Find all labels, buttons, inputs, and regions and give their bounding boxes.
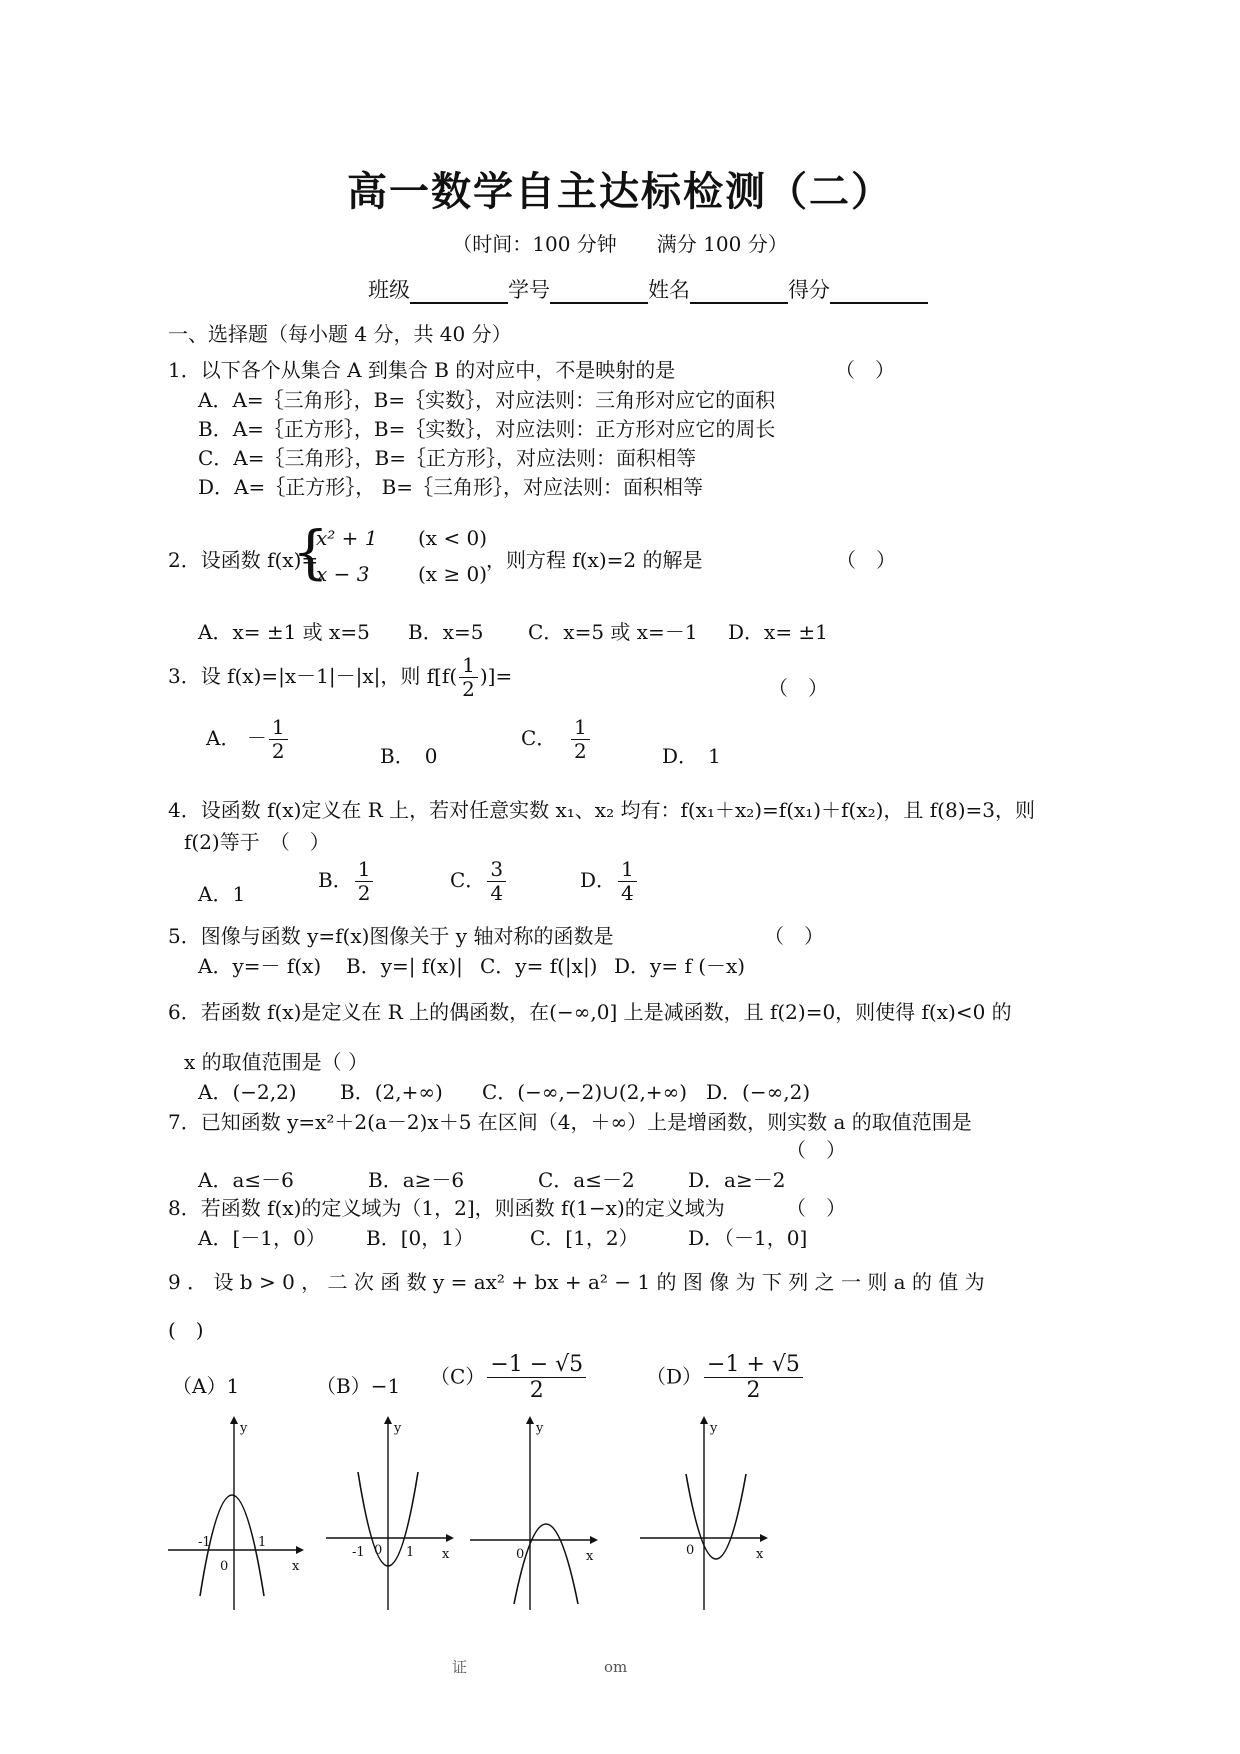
- q5-stem: 5．图像与函数 y=f(x)图像关于 y 轴对称的函数是: [168, 924, 614, 948]
- q2-prefix: 2．设函数 f(x)=: [168, 548, 319, 572]
- q3-a-sign: －: [246, 726, 267, 750]
- footer-fragment-left: 证: [452, 1658, 468, 1676]
- q3-option-c: [521, 716, 592, 763]
- q4-b-num: 1: [355, 858, 374, 882]
- q9-d-den: 2: [746, 1378, 761, 1404]
- q4-d-num: 1: [618, 858, 637, 882]
- q5-option-b: B．y=| f(x)|: [346, 954, 463, 978]
- parabola-curve: [514, 1524, 578, 1604]
- parabola-curve: [686, 1474, 746, 1559]
- q9-line2: ( ): [168, 1318, 204, 1342]
- q2-answer-paren[interactable]: （ ）: [836, 548, 896, 572]
- origin-label: 0: [374, 1543, 383, 1558]
- x-axis-arrow-icon: [296, 1546, 304, 1554]
- q9-c-den: 2: [529, 1378, 544, 1404]
- q1-stem: 1．以下各个从集合 A 到集合 B 的对应中，不是映射的是: [168, 358, 676, 382]
- q4-d-fraction: [618, 858, 637, 905]
- y-label: y: [240, 1421, 248, 1436]
- q2-case1-cond: (x < 0): [418, 526, 488, 550]
- class-blank[interactable]: [410, 280, 508, 304]
- q4-c-fraction: [487, 858, 506, 905]
- origin-label: 0: [516, 1547, 525, 1562]
- root-right-label: 1: [406, 1545, 415, 1560]
- class-label: 班级: [368, 278, 410, 302]
- x-axis-arrow-icon: [590, 1536, 598, 1544]
- y-axis-arrow-icon: [526, 1416, 534, 1424]
- q4-option-b: [318, 858, 375, 905]
- q3-suffix: )]=: [479, 664, 513, 688]
- q3-c-num: 1: [571, 716, 590, 740]
- q4-option-d: [580, 858, 639, 905]
- q3-answer-paren[interactable]: （ ）: [768, 676, 828, 700]
- q8-answer-paren[interactable]: （ ）: [786, 1196, 846, 1220]
- origin-label: 0: [686, 1543, 695, 1558]
- origin-label: 0: [220, 1559, 229, 1574]
- q1-option-b: B．A=｛正方形｝，B=｛实数｝，对应法则：正方形对应它的周长: [198, 417, 776, 441]
- q3-c-label: C．: [521, 726, 557, 750]
- y-label: y: [536, 1421, 544, 1436]
- q3-num: 1: [459, 654, 478, 678]
- q9-line1: 9 ． 设 b > 0 ， 二 次 函 数 y = ax² + bx + a² − 1 的 图 像 为 下 列 之 一 则 a 的 值 为: [168, 1270, 985, 1294]
- q4-option-a: A．1: [198, 882, 246, 906]
- q3-fraction: [459, 654, 478, 701]
- q5-option-c: C．y= f(|x|): [480, 954, 598, 978]
- q6-option-b: B．(2,+∞): [340, 1080, 443, 1104]
- q9-d-fraction: [704, 1352, 803, 1404]
- root-left-label: -1: [352, 1545, 365, 1560]
- q3-option-d: D． 1: [662, 744, 721, 768]
- exam-subtitle: （时间：100 分钟 满分 100 分）: [452, 232, 788, 256]
- info-row: [368, 274, 928, 304]
- q9-d-num: −1 + √5: [704, 1352, 803, 1378]
- q9-graph-3: [466, 1414, 606, 1614]
- q4-c-label: C．: [450, 868, 486, 892]
- y-axis-arrow-icon: [384, 1416, 392, 1424]
- x-axis-arrow-icon: [446, 1534, 454, 1542]
- q6-line1: 6．若函数 f(x)是定义在 R 上的偶函数，在(−∞,0] 上是减函数，且 f(2)=0，则使得 f(x)<0 的: [168, 1000, 1012, 1024]
- q4-b-fraction: [355, 858, 374, 905]
- q9-option-a: （A）1: [172, 1374, 240, 1398]
- q3-a-label: A．: [206, 726, 241, 750]
- q3-den: 2: [462, 677, 475, 701]
- section-heading: 一、选择题（每小题 4 分，共 40 分）: [168, 322, 512, 346]
- q8-stem: 8．若函数 f(x)的定义域为（1，2]，则函数 f(1−x)的定义域为: [168, 1196, 725, 1220]
- q5-option-a: A．y=－ f(x): [198, 954, 322, 978]
- y-axis-arrow-icon: [700, 1416, 708, 1424]
- score-label: 得分: [788, 278, 830, 302]
- q1-option-a: A．A=｛三角形｝，B=｛实数｝，对应法则：三角形对应它的面积: [198, 388, 776, 412]
- root-right-label: 1: [258, 1535, 267, 1550]
- q3-stem: [168, 654, 512, 701]
- q2-option-a: A．x= ±1 或 x=5: [198, 620, 370, 644]
- q8-option-d: D．（－1，0]: [688, 1226, 808, 1250]
- q2-brace: {: [292, 518, 329, 586]
- page-title: 高一数学自主达标检测（二）: [347, 168, 893, 215]
- q7-stem: 7．已知函数 y=x²＋2(a－2)x＋5 在区间（4，＋∞）上是增函数，则实数 a 的取值范围是: [168, 1110, 972, 1134]
- q4-b-label: B．: [318, 868, 353, 892]
- q4-option-c: [450, 858, 508, 905]
- q3-c-den: 2: [574, 739, 587, 763]
- q7-option-d: D．a≥－2: [688, 1168, 786, 1192]
- q7-answer-paren[interactable]: （ ）: [786, 1138, 846, 1162]
- footer-fragment-right: om: [604, 1658, 628, 1676]
- q2-option-c: C．x=5 或 x=－1: [528, 620, 698, 644]
- y-label: y: [710, 1421, 718, 1436]
- q4-d-label: D．: [580, 868, 617, 892]
- score-blank[interactable]: [830, 280, 928, 304]
- q7-option-b: B．a≥－6: [368, 1168, 465, 1192]
- q9-c-fraction: [487, 1352, 586, 1404]
- q1-option-c: C．A=｛三角形｝，B=｛正方形｝，对应法则：面积相等: [198, 446, 696, 470]
- q5-option-d: D．y= f (－x): [614, 954, 746, 978]
- q6-option-d: D．(−∞,2): [706, 1080, 811, 1104]
- q9-graph-2: [322, 1414, 462, 1614]
- name-blank[interactable]: [690, 280, 788, 304]
- y-label: y: [394, 1421, 402, 1436]
- q9-c-num: −1 − √5: [487, 1352, 586, 1378]
- q8-option-c: C．[1，2）: [530, 1226, 639, 1250]
- q2-option-b: B．x=5: [408, 620, 484, 644]
- q4-line2: f(2)等于 （ ）: [184, 830, 330, 854]
- q8-option-b: B．[0，1）: [366, 1226, 474, 1250]
- q2-suffix: ，则方程 f(x)=2 的解是: [486, 548, 703, 572]
- q9-graph-1: [168, 1414, 308, 1614]
- name-label: 姓名: [648, 278, 690, 302]
- q4-line1: 4．设函数 f(x)定义在 R 上，若对任意实数 x₁、x₂ 均有：f(x₁＋x₂)=f(x₁)＋f(x₂)，且 f(8)=3，则: [168, 798, 1035, 822]
- q3-a-fraction: [269, 716, 288, 763]
- q7-option-a: A．a≤－6: [198, 1168, 294, 1192]
- x-axis-arrow-icon: [760, 1534, 768, 1542]
- q3-c-fraction: [571, 716, 590, 763]
- q2-case2-cond: (x ≥ 0): [418, 562, 488, 586]
- q6-line2: x 的取值范围是（ ）: [184, 1050, 368, 1074]
- q9-option-d: [646, 1352, 805, 1404]
- q3-prefix: 3．设 f(x)=|x－1|－|x|，则 f[f(: [168, 664, 458, 688]
- number-label: 学号: [508, 278, 550, 302]
- q9-option-b: （B）−1: [316, 1374, 401, 1398]
- x-label: x: [292, 1559, 300, 1574]
- q4-b-den: 2: [357, 881, 371, 905]
- q3-option-a: [206, 716, 290, 763]
- root-left-label: -1: [198, 1535, 211, 1550]
- q9-d-label: （D）: [646, 1364, 703, 1389]
- q9-graph-4: [636, 1414, 776, 1614]
- q2-case1-expr: x² + 1: [316, 526, 378, 550]
- q4-c-num: 3: [487, 858, 506, 882]
- q9-option-c: [430, 1352, 588, 1404]
- q3-a-den: 2: [271, 739, 285, 763]
- q6-option-c: C．(−∞,−2)∪(2,+∞): [482, 1080, 688, 1104]
- q2-option-d: D．x= ±1: [728, 620, 828, 644]
- q8-option-a: A．[－1，0）: [198, 1226, 326, 1250]
- x-label: x: [756, 1547, 764, 1562]
- q7-option-c: C．a≤－2: [538, 1168, 635, 1192]
- q1-option-d: D．A=｛正方形｝， B=｛三角形｝，对应法则：面积相等: [198, 475, 704, 499]
- q3-a-num: 1: [269, 716, 288, 740]
- x-label: x: [586, 1549, 594, 1564]
- x-label: x: [442, 1547, 450, 1562]
- q4-c-den: 4: [490, 881, 504, 905]
- q6-option-a: A．(−2,2): [198, 1080, 297, 1104]
- q5-answer-paren[interactable]: （ ）: [764, 924, 824, 948]
- number-blank[interactable]: [550, 280, 648, 304]
- y-axis-arrow-icon: [230, 1416, 238, 1424]
- q1-answer-paren[interactable]: （ ）: [835, 358, 895, 382]
- q3-option-b: B． 0: [380, 744, 438, 768]
- q4-d-den: 4: [621, 881, 634, 905]
- q2-case2-expr: x − 3: [316, 562, 370, 586]
- q9-c-label: （C）: [430, 1364, 486, 1389]
